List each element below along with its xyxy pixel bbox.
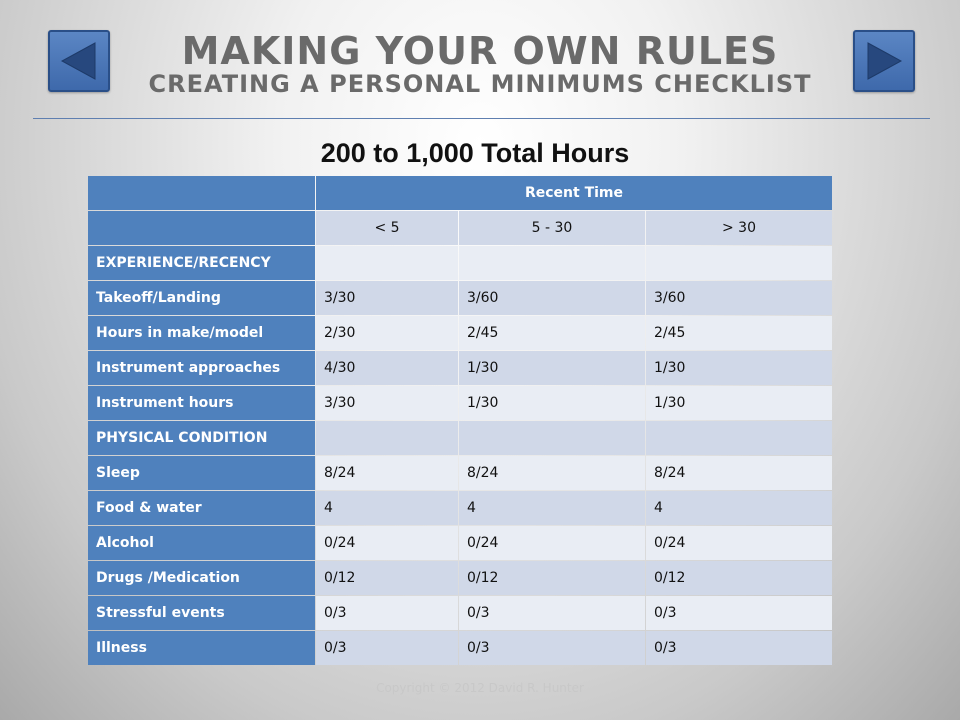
table-cell — [646, 246, 832, 280]
column-header: > 30 — [646, 211, 832, 245]
table-cell: 4 — [646, 491, 832, 525]
row-label: PHYSICAL CONDITION — [88, 421, 315, 455]
table-cell: 0/24 — [646, 526, 832, 560]
table-cell: 0/12 — [316, 561, 458, 595]
row-label: Alcohol — [88, 526, 315, 560]
table-cell: 2/30 — [316, 316, 458, 350]
row-label: Food & water — [88, 491, 315, 525]
table-row — [88, 561, 832, 595]
row-label: Drugs /Medication — [88, 561, 315, 595]
copyright-footer: Copyright © 2012 David R. Hunter — [376, 681, 584, 695]
table-row — [88, 281, 832, 315]
table-cell: 3/60 — [646, 281, 832, 315]
row-label: Instrument hours — [88, 386, 315, 420]
table-cell — [459, 421, 645, 455]
table-cell: 8/24 — [646, 456, 832, 490]
table-cell: 8/24 — [316, 456, 458, 490]
table-cell: 3/30 — [316, 281, 458, 315]
table-cell: 0/3 — [646, 596, 832, 630]
column-header: < 5 — [316, 211, 458, 245]
table-cell: 1/30 — [459, 386, 645, 420]
table-row — [88, 421, 832, 455]
row-label: Takeoff/Landing — [88, 281, 315, 315]
table-cell: 2/45 — [646, 316, 832, 350]
slide-title-main: MAKING YOUR OWN RULES — [181, 29, 779, 73]
row-label: Illness — [88, 631, 315, 665]
table-cell: 1/30 — [459, 351, 645, 385]
table-cell: 0/3 — [459, 596, 645, 630]
next-slide-button[interactable] — [853, 30, 915, 92]
row-label: Hours in make/model — [88, 316, 315, 350]
table-cell: 1/30 — [646, 351, 832, 385]
table-cell: 0/12 — [459, 561, 645, 595]
table-cell: 4 — [316, 491, 458, 525]
table-cell — [316, 421, 458, 455]
table-cell: 4/30 — [316, 351, 458, 385]
table-cell: 1/30 — [646, 386, 832, 420]
title-divider — [33, 118, 930, 119]
table-corner-cell — [88, 211, 315, 245]
table-cell: 3/30 — [316, 386, 458, 420]
table-cell: 0/12 — [646, 561, 832, 595]
table-group-header-row — [88, 176, 832, 210]
table-cell: 8/24 — [459, 456, 645, 490]
row-label: Stressful events — [88, 596, 315, 630]
left-triangle-icon — [57, 39, 101, 83]
table-cell: 0/3 — [316, 631, 458, 665]
table-heading: 200 to 1,000 Total Hours — [320, 138, 630, 168]
table-row — [88, 351, 832, 385]
row-label: Sleep — [88, 456, 315, 490]
recent-time-header: Recent Time — [316, 176, 832, 210]
table-row — [88, 246, 832, 280]
row-label: EXPERIENCE/RECENCY — [88, 246, 315, 280]
table-row — [88, 526, 832, 560]
table-row — [88, 456, 832, 490]
table-cell: 3/60 — [459, 281, 645, 315]
table-cell — [646, 421, 832, 455]
table-row — [88, 491, 832, 525]
table-cell: 0/3 — [316, 596, 458, 630]
table-column-header-row — [88, 211, 832, 245]
table-row — [88, 631, 832, 665]
right-triangle-icon — [862, 39, 906, 83]
slide-subtitle: CREATING A PERSONAL MINIMUMS CHECKLIST — [148, 70, 812, 98]
personal-minimums-table — [88, 176, 832, 666]
table-corner-cell — [88, 176, 315, 210]
table-cell: 2/45 — [459, 316, 645, 350]
column-header: 5 - 30 — [459, 211, 645, 245]
table-cell: 0/3 — [646, 631, 832, 665]
table-cell: 0/24 — [316, 526, 458, 560]
table-cell — [459, 246, 645, 280]
table-cell: 0/3 — [459, 631, 645, 665]
table-row — [88, 316, 832, 350]
slide-title — [130, 29, 830, 98]
table-cell — [316, 246, 458, 280]
previous-slide-button[interactable] — [48, 30, 110, 92]
table-cell: 4 — [459, 491, 645, 525]
table-row — [88, 386, 832, 420]
table-cell: 0/24 — [459, 526, 645, 560]
table-row — [88, 596, 832, 630]
row-label: Instrument approaches — [88, 351, 315, 385]
